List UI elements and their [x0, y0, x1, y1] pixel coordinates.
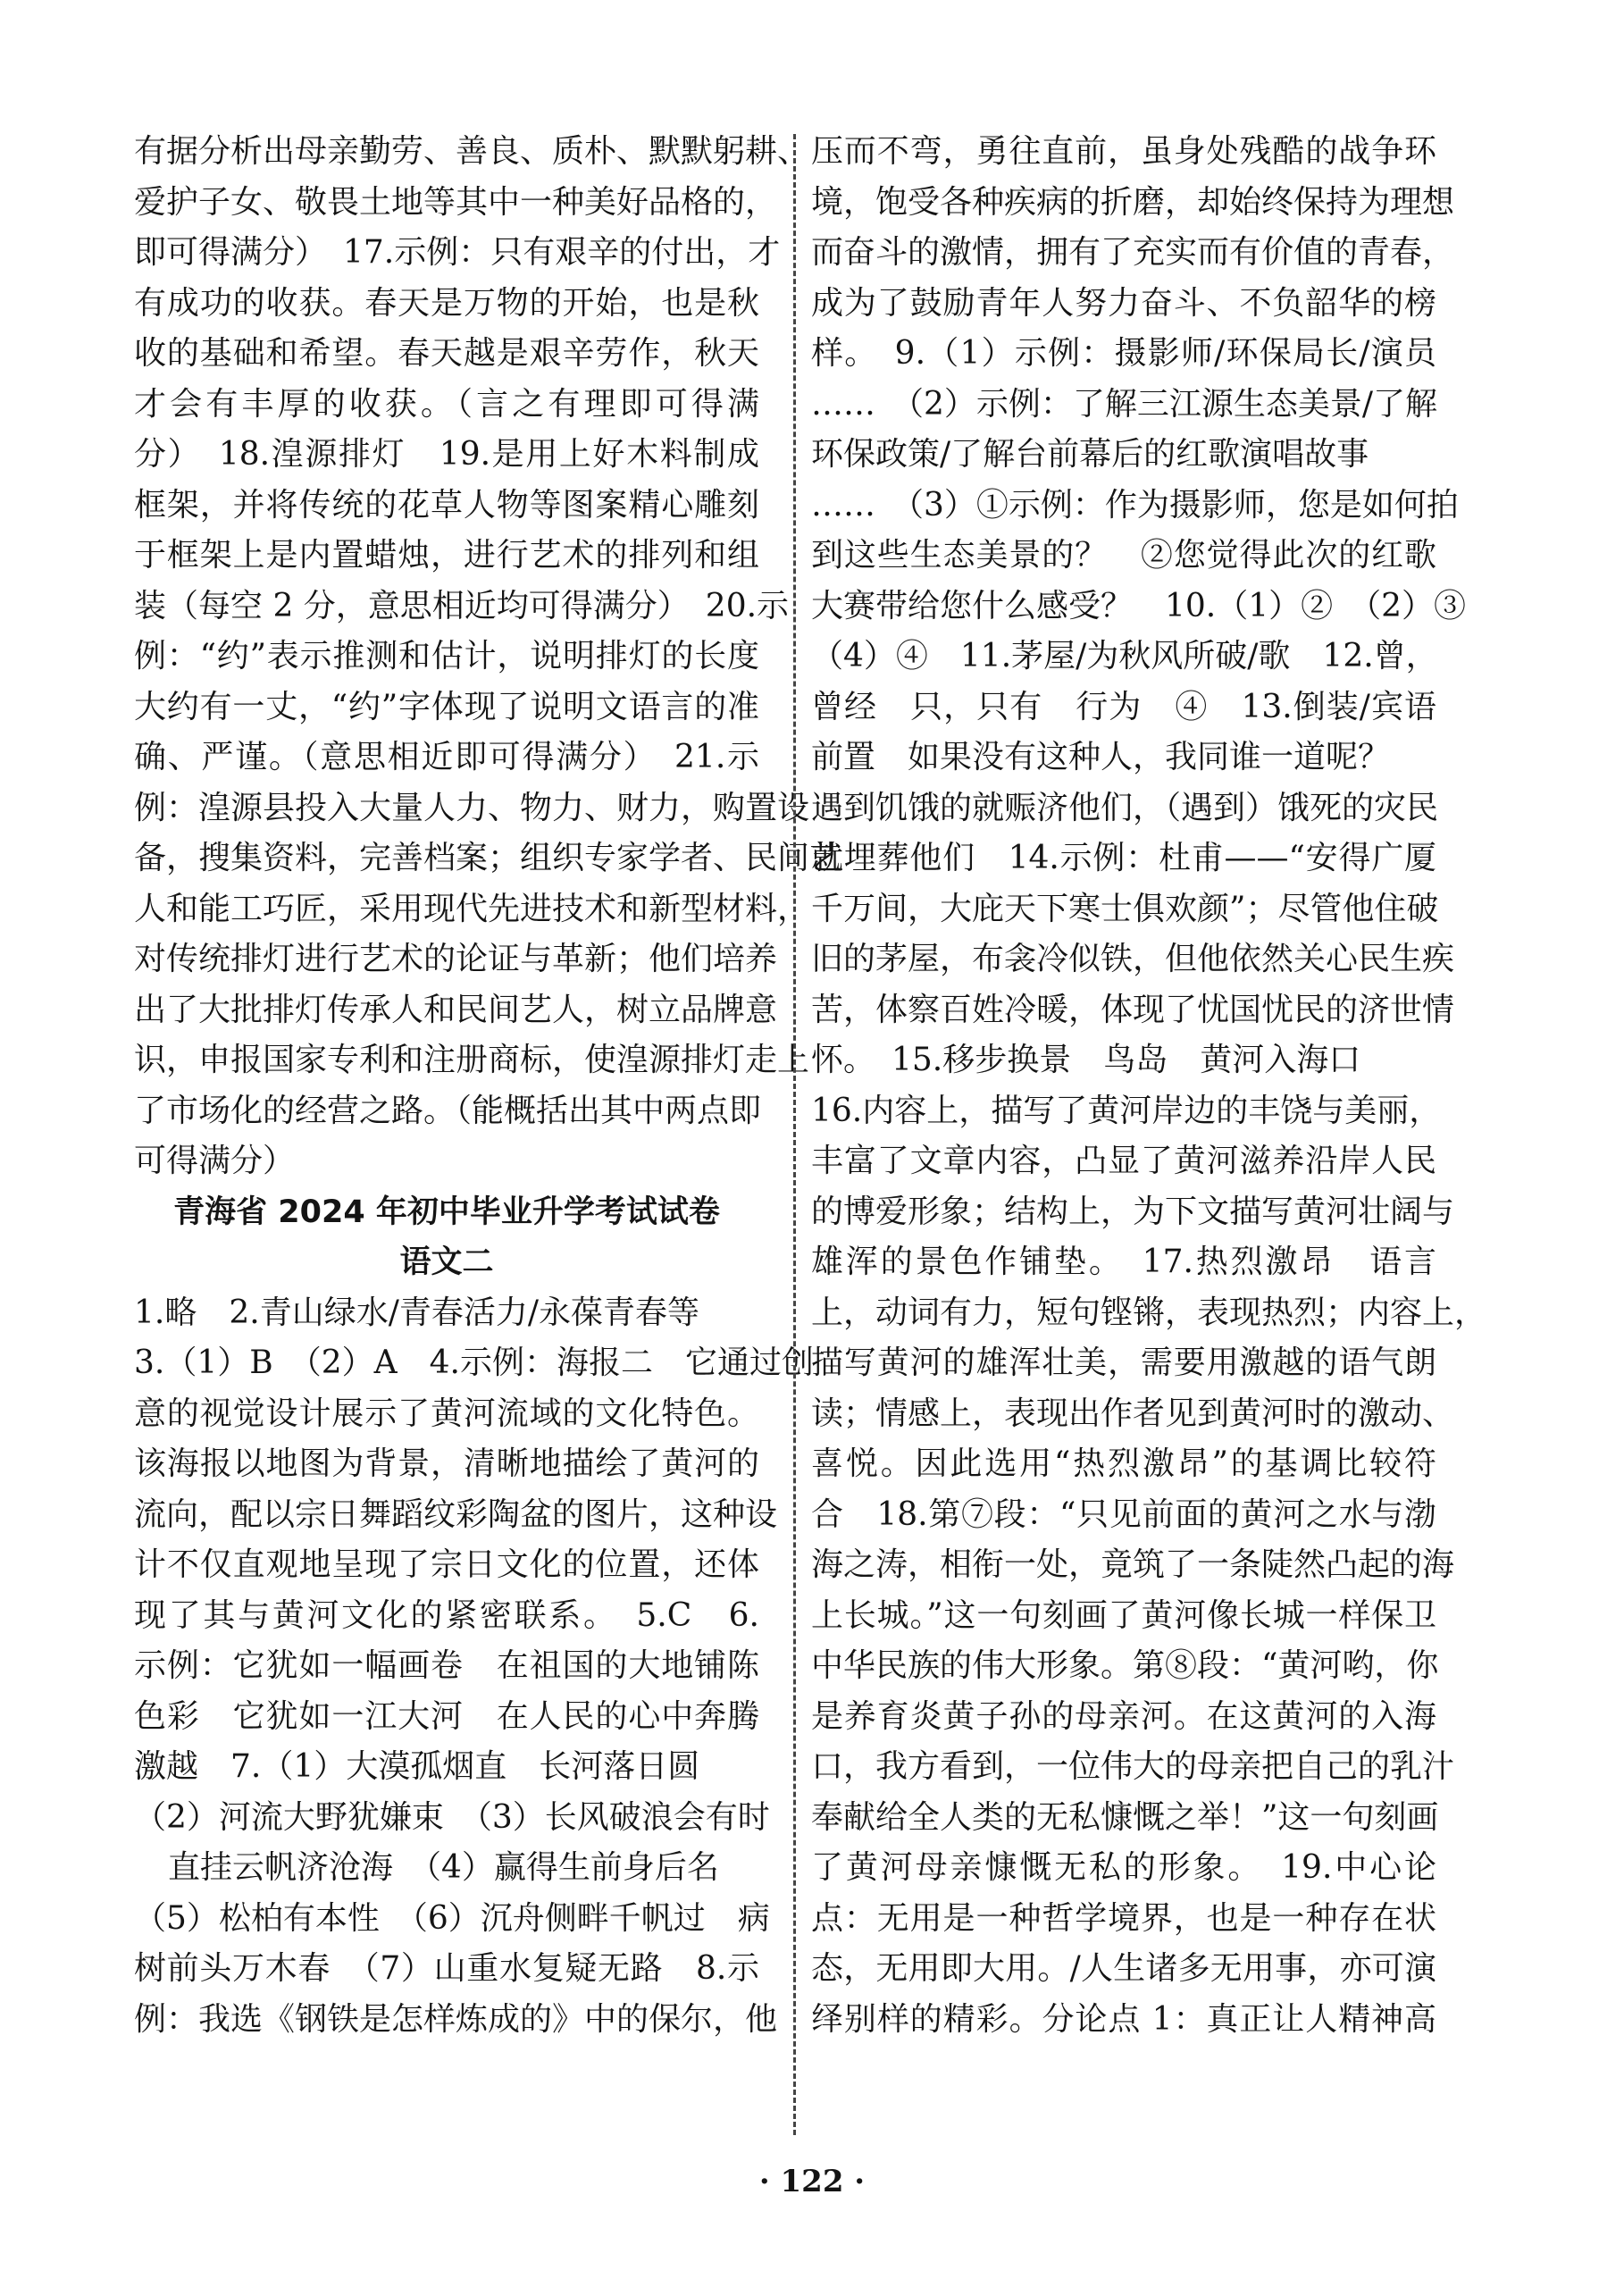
section-title: 青海省 2024 年初中毕业升学考试试卷: [173, 1194, 720, 1230]
text-line: 苦，体察百姓冷暖，体现了忧国忧民的济世情: [811, 991, 1455, 1028]
text-line: 有据分析出母亲勤劳、善良、质朴、默默躬耕、: [134, 133, 810, 170]
text-line: （5）松柏有本性 （6）沉舟侧畔千帆过 病: [134, 1899, 770, 1937]
text-line: …… （3）①示例：作为摄影师，您是如何拍: [811, 486, 1459, 524]
text-line: 的博爱形象；结构上，为下文描写黄河壮阔与: [811, 1193, 1455, 1230]
text-line: 流向，配以宗日舞蹈纹彩陶盆的图片，这种设: [134, 1495, 778, 1533]
text-line: 奉献给全人类的无私慷慨之举！”这一句刻画: [811, 1798, 1439, 1836]
text-line: 框架，并将传统的花草人物等图案精心雕刻: [134, 486, 759, 524]
text-line: 合 18.第⑦段：“只见前面的黄河之水与渤: [811, 1495, 1436, 1533]
text-line: 16.内容上，描写了黄河岸边的丰饶与美丽，: [811, 1092, 1442, 1129]
text-line: 了市场化的经营之路。（能概括出其中两点即: [134, 1092, 762, 1129]
text-line: 中华民族的伟大形象。第⑧段：“黄河哟，你: [811, 1647, 1439, 1684]
text-line: 千万间，大庇天下寒士俱欢颜”；尽管他住破: [811, 890, 1439, 927]
text-line: 上长城。”这一句刻画了黄河像长城一样保卫: [811, 1596, 1436, 1634]
text-line: 境，饱受各种疾病的折磨，却始终保持为理想: [811, 183, 1455, 221]
text-line: 计不仅直观地呈现了宗日文化的位置，还体: [134, 1546, 759, 1583]
text-line: 现了其与黄河文化的紧密联系。 5.C 6.: [134, 1596, 759, 1634]
text-line: 对传统排灯进行艺术的论证与革新；他们培养: [134, 941, 778, 977]
text-line: 成为了鼓励青年人努力奋斗、不负韶华的榜: [811, 284, 1436, 322]
text-line: 确、严谨。（意思相近即可得满分） 21.示: [134, 739, 759, 775]
text-line: 出了大批排灯传承人和民间艺人，树立品牌意: [134, 991, 778, 1028]
text-line: 分） 18.湟源排灯 19.是用上好木料制成: [134, 436, 759, 473]
text-line: 读；情感上，表现出作者见到黄河时的激动、: [811, 1395, 1455, 1432]
text-line: 就埋葬他们 14.示例：杜甫——“安得广厦: [811, 840, 1436, 876]
text-line: 态，无用即大用。/人生诸多无用事，亦可演: [811, 1950, 1436, 1987]
text-line: 意的视觉设计展示了黄河流域的文化特色。: [134, 1395, 759, 1432]
text-line: 爱护子女、敬畏土地等其中一种美好品格的，: [134, 183, 778, 221]
text-line: 丰富了文章内容，凸显了黄河滋养沿岸人民: [811, 1143, 1436, 1179]
text-line: 该海报以地图为背景，清晰地描绘了黄河的: [134, 1445, 759, 1482]
text-line: 了黄河母亲慷慨无私的形象。 19.中心论: [811, 1849, 1436, 1886]
text-line: 大赛带给您什么感受？ 10.（1）② （2）③: [811, 587, 1467, 624]
text-line: 怀。 15.移步换景 鸟岛 黄河入海口: [811, 1042, 1361, 1078]
text-line: 于框架上是内置蜡烛，进行艺术的排列和组: [134, 537, 759, 574]
text-line: 压而不弯，勇往直前，虽身处残酷的战争环: [811, 133, 1436, 170]
section-subtitle: 语文二: [399, 1244, 494, 1280]
text-line: 备，搜集资料，完善档案；组织专家学者、民间艺: [134, 840, 842, 876]
text-line: 示例：它犹如一幅画卷 在祖国的大地铺陈: [134, 1647, 759, 1684]
text-line: （4）④ 11.茅屋/为秋风所破/歌 12.曾，: [811, 638, 1438, 674]
text-line: 上，动词有力，短句铿锵，表现热烈；内容上，: [811, 1294, 1487, 1331]
text-line: 海之涛，相衔一处，竟筑了一条陡然凸起的海: [811, 1546, 1455, 1583]
text-line: 雄浑的景色作铺垫。 17.热烈激昂 语言: [811, 1244, 1436, 1280]
text-line: 旧的茅屋，布衾冷似铁，但他依然关心民生疾: [811, 941, 1455, 977]
text-line: 前置 如果没有这种人，我同谁一道呢？: [811, 739, 1391, 775]
text-line: 装（每空 2 分，意思相近均可得满分） 20.示: [134, 587, 790, 624]
text-line: 例：湟源县投入大量人力、物力、财力，购置设: [134, 789, 810, 826]
text-line: 色彩 它犹如一江大河 在人民的心中奔腾: [134, 1697, 759, 1735]
text-line: 人和能工巧匠，采用现代先进技术和新型材料，: [134, 890, 810, 927]
text-line: 而奋斗的激情，拥有了充实而有价值的青春，: [811, 234, 1455, 271]
text-line: 样。 9.（1）示例：摄影师/环保局长/演员: [811, 335, 1436, 372]
text-line: 才会有丰厚的收获。（言之有理即可得满: [134, 385, 759, 423]
text-line: 环保政策/了解台前幕后的红歌演唱故事: [811, 436, 1369, 473]
text-line: …… （2）示例：了解三江源生态美景/了解: [811, 385, 1438, 423]
page-number: · 122 ·: [758, 2164, 866, 2199]
text-line: 曾经 只，只有 行为 ④ 13.倒装/宾语: [811, 688, 1436, 725]
text-line: 树前头万木春 （7）山重水复疑无路 8.示: [134, 1950, 759, 1987]
text-line: 到这些生态美景的？ ②您觉得此次的红歌: [811, 537, 1436, 574]
left-answers-part1: [134, 127, 842, 1187]
text-line: 收的基础和希望。春天越是艰辛劳作，秋天: [134, 335, 759, 372]
text-line: 可得满分）: [134, 1143, 296, 1179]
text-line: 是养育炎黄子孙的母亲河。在这黄河的入海: [811, 1697, 1436, 1735]
text-line: 遇到饥饿的就赈济他们，（遇到）饿死的灾民: [811, 789, 1439, 826]
text-line: 即可得满分） 17.示例：只有艰辛的付出，才: [134, 234, 781, 271]
text-line: 例：我选《钢铁是怎样炼成的》中的保尔，他: [134, 2000, 778, 2038]
column-divider: [793, 134, 796, 2135]
text-line: （2）河流大野犹嫌束 （3）长风破浪会有时: [134, 1798, 770, 1836]
right-column: [811, 127, 1487, 2045]
text-line: 喜悦。因此选用“热烈激昂”的基调比较符: [811, 1445, 1436, 1482]
text-line: 3.（1）B （2）A 4.示例：海报二 它通过创: [134, 1344, 814, 1381]
text-line: 绎别样的精彩。分论点 1：真正让人精神高: [811, 2000, 1436, 2038]
text-line: 例：“约”表示推测和估计，说明排灯的长度: [134, 638, 759, 674]
text-line: 点：无用是一种哲学境界，也是一种存在状: [811, 1899, 1436, 1937]
text-line: 有成功的收获。春天是万物的开始，也是秋: [134, 284, 759, 322]
text-line: 1.略 2.青山绿水/青春活力/永葆青春等: [134, 1294, 699, 1331]
text-line: 激越 7.（1）大漠孤烟直 长河落日圆: [134, 1748, 700, 1785]
text-line: 描写黄河的雄浑壮美，需要用激越的语气朗: [811, 1344, 1436, 1381]
text-line: 识，申报国家专利和注册商标，使湟源排灯走上: [134, 1042, 810, 1078]
left-column: [134, 127, 842, 2045]
left-answers-part2: [134, 1288, 814, 2046]
text-line: 直挂云帆济沧海 （4）赢得生前身后名: [168, 1849, 719, 1886]
text-line: 口，我方看到，一位伟大的母亲把自己的乳汁: [811, 1748, 1455, 1785]
text-line: 大约有一丈，“约”字体现了说明文语言的准: [134, 688, 759, 725]
